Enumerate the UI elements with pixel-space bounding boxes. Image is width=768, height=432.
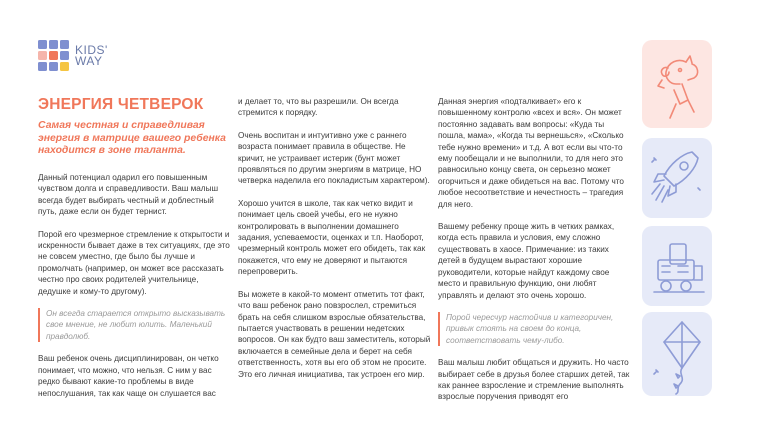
logo-square (60, 40, 69, 49)
logo-square (60, 62, 69, 71)
logo-square (49, 40, 58, 49)
logo-grid-icon (38, 40, 69, 71)
logo-wordmark (75, 42, 108, 68)
page-subtitle: Самая честная и справедливая энергия в матрице вашего ребенка находится в зоне таланта. (38, 120, 226, 157)
paragraph: Вашему ребенку проще жить в четких рамках, когда есть правила и условия, ему сложно существовать в хаосе. Примечание: из таких детей в будущем вырастают хорошие руководители, которые найдут каждому свое место и правильную функцию, они любят управлять и делают это очень хорошо. (438, 222, 615, 300)
rocket-icon (642, 138, 712, 218)
paragraph: Ваш малыш любит общаться и дружить. Но часто выбирает себе в друзья более старших детей, так как раннее взросление и стремление выполнять взрослые поручения приводят его (438, 358, 630, 402)
paragraph: Хорошо учится в школе, так как четко видит и понимает цель своей учебы, его не нужно контролировать в выполнении домашнего задания, успеваемости, оценках и т.п. Наоборот, чрезмерный контроль может его обидеть, так как покажется, что ему не доверяют и пытаются перепроверить. (238, 198, 426, 277)
kite-tile (642, 312, 712, 396)
train-tile (642, 226, 712, 306)
train-icon (642, 226, 712, 306)
logo-square (38, 62, 47, 71)
kite-icon (642, 312, 712, 396)
text-column-3 (438, 96, 632, 414)
page-title: ЭНЕРГИЯ ЧЕТВЕРОК (38, 96, 204, 113)
horse-toy-icon (642, 40, 712, 128)
paragraph: Очень воспитан и интуитивно уже с раннего возраста понимает правила в обществе. Не кричит, не устраивает истерик (бунт может проявляться по другим энергиям в матрице, НО четверка наделила его покладистым характером). (238, 130, 430, 186)
logo-line-1: KIDS' (75, 42, 108, 57)
paragraph: Вы можете в какой-то момент отметить тот факт, что ваш ребенок рано повзрослел, стремиться брать на себя слишком взрослые обязательства, пытается участвовать в решении недетских вопросов. Он как будто ваш заместитель, который включается в семейные дела и берет на себя ответственность, хотя вы его об этом не просите. Это его личная инициатива, так устроен его мир. (238, 289, 431, 379)
paragraph: Ваш ребенок очень дисциплинирован, он четко понимает, что можно, что нельзя. С ним у вас редко бывают какие-то проблемы в виде непослушания, так как чаще он слушается вас (38, 354, 219, 398)
logo-square (49, 51, 58, 60)
text-column-1 (38, 172, 232, 410)
logo-line-2: WAY (75, 53, 103, 68)
paragraph: Данная энергия «подталкивает» его к повышенному контролю «всех и вся». Он может постоянно задавать вам вопросы: «Куда ты пошла, мама», «Когда ты вернешься», «Сколько тебе нужно времени» и т.д. А вот если вы что-то ему пообещали и не выполнили, то для него это равносильно концу света, он серьезно может огорчиться и даже обидеться на вас. Потому что любое несоответствие и нечестность – трагедия для него. (438, 97, 624, 209)
paragraph: и делает то, что вы разрешили. Он всегда стремится к порядку. (238, 97, 399, 118)
logo-square (38, 51, 47, 60)
logo (38, 40, 108, 71)
pull-quote: Он всегда старается открыто высказывать свое мнение, не любит юлить. Маленький правдолюб. (38, 308, 232, 342)
logo-square (60, 51, 69, 60)
text-column-2 (238, 96, 432, 391)
pull-quote: Порой чересчур настойчив и категоричен, привык стоять на своем до конца, соответствовать чему-либо. (438, 312, 632, 346)
logo-square (49, 62, 58, 71)
paragraph: Данный потенциал одарил его повышенным чувством долга и справедливости. Ваш малыш всегда будет выбирать честный и доблестный путь, даже если он будет тернист. (38, 173, 219, 217)
logo-square (38, 40, 47, 49)
paragraph: Порой его чрезмерное стремление к открытости и искренности бывает даже в тех ситуациях, где это не совсем уместно, где было бы лучше и промолчать (например, он может все рассказать честно про своих родителей учительнице, дедушке и кому-то другому). (38, 229, 230, 296)
horse-toy-tile (642, 40, 712, 128)
rocket-tile (642, 138, 712, 218)
